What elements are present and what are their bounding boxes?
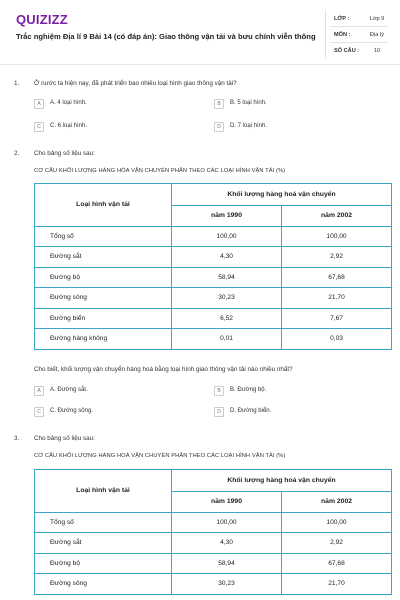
table-row	[35, 226, 392, 247]
row-label: Đường sắt	[35, 247, 172, 268]
option-text: B. 5 loại hình.	[230, 100, 267, 106]
info-divider	[330, 26, 388, 27]
option-text: D. Đường biển.	[230, 408, 272, 414]
option-letter-box: C	[34, 122, 44, 132]
option-text: C. Đường sông.	[50, 408, 93, 414]
question-count-label: SỐ CÂU :	[334, 48, 360, 54]
row-label: Đường biển	[35, 308, 172, 329]
value-2002: 2,92	[282, 533, 392, 554]
question-2-number: 2.	[14, 150, 20, 157]
row-label: Tổng số	[35, 226, 172, 247]
option-letter-box: B	[214, 99, 224, 109]
value-2002: 67,68	[282, 267, 392, 288]
value-2002: 100,00	[282, 226, 392, 247]
value-2002: 67,68	[282, 553, 392, 574]
value-1990: 4,30	[172, 247, 282, 268]
row-label: Đường hàng không	[35, 329, 172, 350]
question-3-table-caption: CƠ CẤU KHỐI LƯỢNG HÀNG HOÁ VẬN CHUYỂN PHÂN THEO CÁC LOẠI HÌNH VẬN TẢI (%)	[34, 453, 286, 459]
value-2002: 100,00	[282, 512, 392, 533]
question-3-data-table	[34, 469, 392, 595]
worksheet-header	[0, 0, 400, 64]
value-2002: 21,70	[282, 288, 392, 309]
question-1-text: Ở nước ta hiện nay, đã phát triển bao nhiêu loại hình giao thông vận tải?	[34, 80, 237, 87]
value-1990: 100,00	[172, 226, 282, 247]
header-bottom-border	[0, 64, 400, 65]
worksheet-title: Trắc nghiệm Địa lí 9 Bài 14 (có đáp án): Giao thông vận tải và bưu chính viễn thông	[16, 32, 316, 41]
header-divider	[325, 10, 326, 58]
table-row	[35, 288, 392, 309]
value-1990: 4,30	[172, 533, 282, 554]
table-row	[35, 533, 392, 554]
table-row	[35, 553, 392, 574]
question-2-text: Cho biết, khối lượng vận chuyển hàng hoá bằng loại hình giao thông vận tải nào nhiều nhất?	[34, 366, 293, 373]
option-letter-box: D	[214, 407, 224, 417]
option-text: B. Đường bộ.	[230, 387, 267, 393]
value-2002: 7,67	[282, 308, 392, 329]
value-2002: 2,92	[282, 247, 392, 268]
row-label: Đường sông	[35, 288, 172, 309]
value-1990: 58,94	[172, 267, 282, 288]
row-label: Đường bộ	[35, 267, 172, 288]
value-2002: 0,03	[282, 329, 392, 350]
option-letter-box: A	[34, 386, 44, 396]
column-header-transport-type: Loại hình vận tải	[35, 470, 172, 513]
subject-label: MÔN :	[334, 32, 351, 38]
row-label: Đường bộ	[35, 553, 172, 574]
column-header-1990: năm 1990	[172, 492, 282, 513]
table-row	[35, 267, 392, 288]
row-label: Tổng số	[35, 512, 172, 533]
column-header-transport-type: Loại hình vận tải	[35, 184, 172, 227]
column-header-2002: năm 2002	[282, 206, 392, 227]
option-letter-box: A	[34, 99, 44, 109]
column-header-2002: năm 2002	[282, 492, 392, 513]
table-row	[35, 247, 392, 268]
option-text: D. 7 loại hình.	[230, 123, 268, 129]
column-header-cargo-volume: Khối lượng hàng hoá vận chuyển	[172, 184, 392, 206]
table-row	[35, 512, 392, 533]
table-row	[35, 329, 392, 350]
question-3-intro: Cho bảng số liệu sau:	[34, 435, 95, 442]
column-header-cargo-volume: Khối lượng hàng hoá vận chuyển	[172, 470, 392, 492]
question-2-data-table	[34, 183, 392, 350]
column-header-1990: năm 1990	[172, 206, 282, 227]
question-2-table-caption: CƠ CẤU KHỐI LƯỢNG HÀNG HÓA VẬN CHUYỂN PHÂN THEO CÁC LOẠI HÌNH VẬN TẢI (%)	[34, 168, 286, 174]
question-count-value: 10	[373, 48, 381, 54]
row-label: Đường sắt	[35, 533, 172, 554]
value-1990: 30,23	[172, 288, 282, 309]
grade-value: Lớp 9	[369, 16, 385, 22]
option-text: C. 6 loại hình.	[50, 123, 88, 129]
question-3-number: 3.	[14, 435, 20, 442]
option-text: A. 4 loại hình.	[50, 100, 87, 106]
value-1990: 30,23	[172, 574, 282, 595]
info-divider	[330, 42, 388, 43]
table-row	[35, 574, 392, 595]
option-text: A. Đường sắt.	[50, 387, 88, 393]
table-row	[35, 308, 392, 329]
option-letter-box: C	[34, 407, 44, 417]
option-letter-box: D	[214, 122, 224, 132]
row-label: Đường sông	[35, 574, 172, 595]
subject-value: Địa lý	[370, 32, 384, 38]
value-1990: 0,01	[172, 329, 282, 350]
value-1990: 100,00	[172, 512, 282, 533]
grade-label: LỚP :	[334, 16, 350, 22]
quizizz-logo: QUIZIZZ	[16, 12, 68, 27]
value-2002: 21,70	[282, 574, 392, 595]
question-2-intro: Cho bảng số liệu sau:	[34, 150, 95, 157]
option-letter-box: B	[214, 386, 224, 396]
value-1990: 58,94	[172, 553, 282, 574]
question-1-number: 1.	[14, 80, 20, 87]
value-1990: 6,52	[172, 308, 282, 329]
